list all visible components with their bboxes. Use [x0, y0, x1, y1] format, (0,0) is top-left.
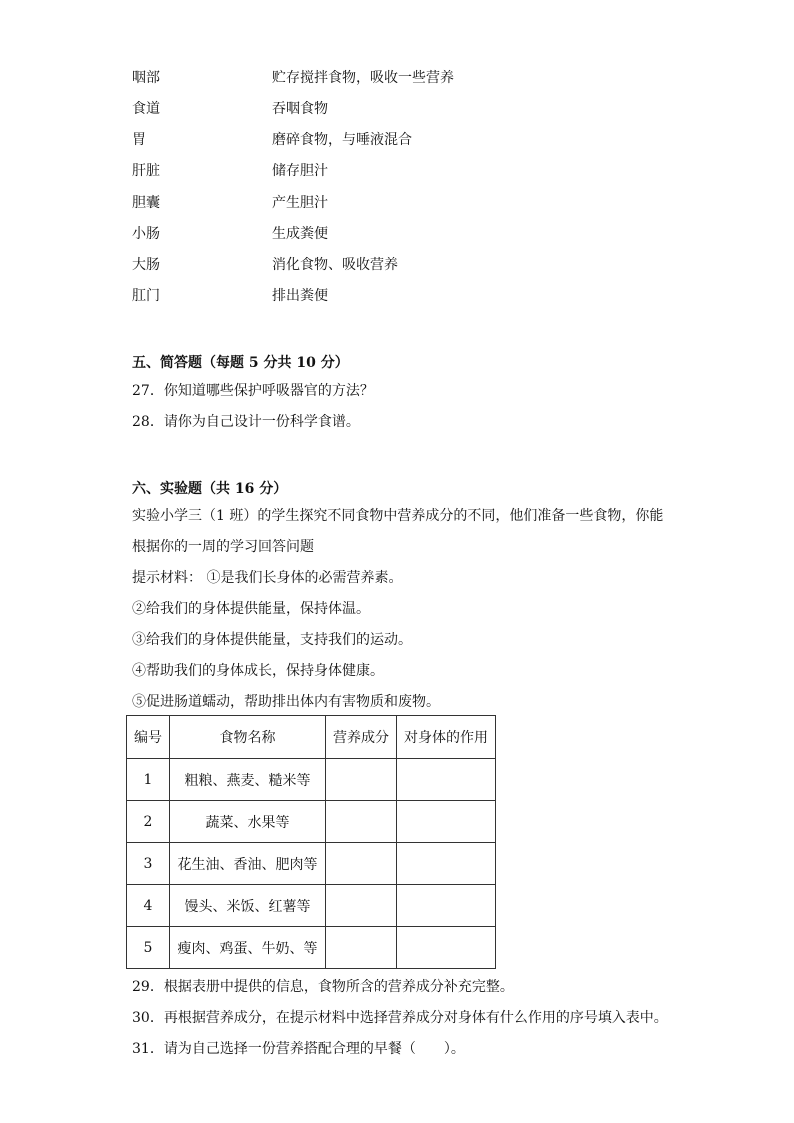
food-name: 瘦肉、鸡蛋、牛奶、等: [170, 927, 326, 969]
row-number: 5: [127, 927, 170, 969]
function-label: 产生胆汁: [272, 195, 328, 211]
column-header: 对身体的作用: [397, 716, 496, 759]
function-label: 储存胆汁: [272, 163, 328, 179]
table-header-row: [127, 716, 496, 759]
row-number: 3: [127, 843, 170, 885]
effect-cell[interactable]: [397, 885, 496, 927]
intro-text: 实验小学三（1 班）的学生探究不同食物中营养成分的不同，他们准备一些食物，你能: [132, 508, 664, 524]
organ-label: 小肠: [132, 226, 160, 242]
column-header: 食物名称: [170, 716, 326, 759]
organ-label: 肝脏: [132, 163, 160, 179]
nutrient-cell[interactable]: [326, 927, 397, 969]
question-31: 31．请为自己选择一份营养搭配合理的早餐（ ）。: [132, 1041, 465, 1057]
section-heading: 五、简答题（每题 5 分共 10 分）: [132, 355, 349, 371]
organ-label: 肛门: [132, 288, 160, 304]
column-header: 营养成分: [326, 716, 397, 759]
effect-cell[interactable]: [397, 759, 496, 801]
column-header: 编号: [127, 716, 170, 759]
row-number: 2: [127, 801, 170, 843]
intro-text: 根据你的一周的学习回答问题: [132, 539, 314, 555]
question-29: 29．根据表册中提供的信息，食物所含的营养成分补充完整。: [132, 979, 514, 995]
nutrient-cell[interactable]: [326, 801, 397, 843]
hint-text: ④帮助我们的身体成长，保持身体健康。: [132, 663, 384, 679]
function-label: 生成粪便: [272, 226, 328, 242]
food-name: 蔬菜、水果等: [170, 801, 326, 843]
hint-text: ⑤促进肠道蠕动，帮助排出体内有害物质和废物。: [132, 694, 440, 710]
organ-label: 食道: [132, 101, 160, 117]
table-row: [127, 927, 496, 969]
hint-text: ③给我们的身体提供能量，支持我们的运动。: [132, 632, 412, 648]
nutrient-cell[interactable]: [326, 843, 397, 885]
row-number: 1: [127, 759, 170, 801]
function-label: 磨碎食物，与唾液混合: [272, 132, 412, 148]
effect-cell[interactable]: [397, 927, 496, 969]
hint-text: 提示材料： ①是我们长身体的必需营养素。: [132, 570, 403, 586]
nutrient-cell[interactable]: [326, 885, 397, 927]
table-row: [127, 759, 496, 801]
food-name: 花生油、香油、肥肉等: [170, 843, 326, 885]
organ-label: 咽部: [132, 70, 160, 86]
effect-cell[interactable]: [397, 801, 496, 843]
table-row: [127, 843, 496, 885]
organ-label: 胃: [132, 132, 146, 148]
function-label: 排出粪便: [272, 288, 328, 304]
function-label: 吞咽食物: [272, 101, 328, 117]
effect-cell[interactable]: [397, 843, 496, 885]
table-row: [127, 801, 496, 843]
function-label: 消化食物、吸收营养: [272, 257, 398, 273]
function-label: 贮存搅拌食物，吸收一些营养: [272, 70, 454, 86]
table-row: [127, 885, 496, 927]
organ-label: 胆囊: [132, 195, 160, 211]
food-name: 馒头、米饭、红薯等: [170, 885, 326, 927]
question-28: 28．请你为自己设计一份科学食谱。: [132, 414, 360, 430]
nutrient-cell[interactable]: [326, 759, 397, 801]
food-name: 粗粮、燕麦、糙米等: [170, 759, 326, 801]
question-30: 30．再根据营养成分，在提示材料中选择营养成分对身体有什么作用的序号填入表中。: [132, 1010, 668, 1026]
row-number: 4: [127, 885, 170, 927]
question-27: 27．你知道哪些保护呼吸器官的方法？: [132, 383, 374, 399]
hint-text: ②给我们的身体提供能量，保持体温。: [132, 601, 370, 617]
organ-label: 大肠: [132, 257, 160, 273]
section-heading: 六、实验题（共 16 分）: [132, 481, 288, 497]
nutrition-table: [126, 715, 496, 969]
